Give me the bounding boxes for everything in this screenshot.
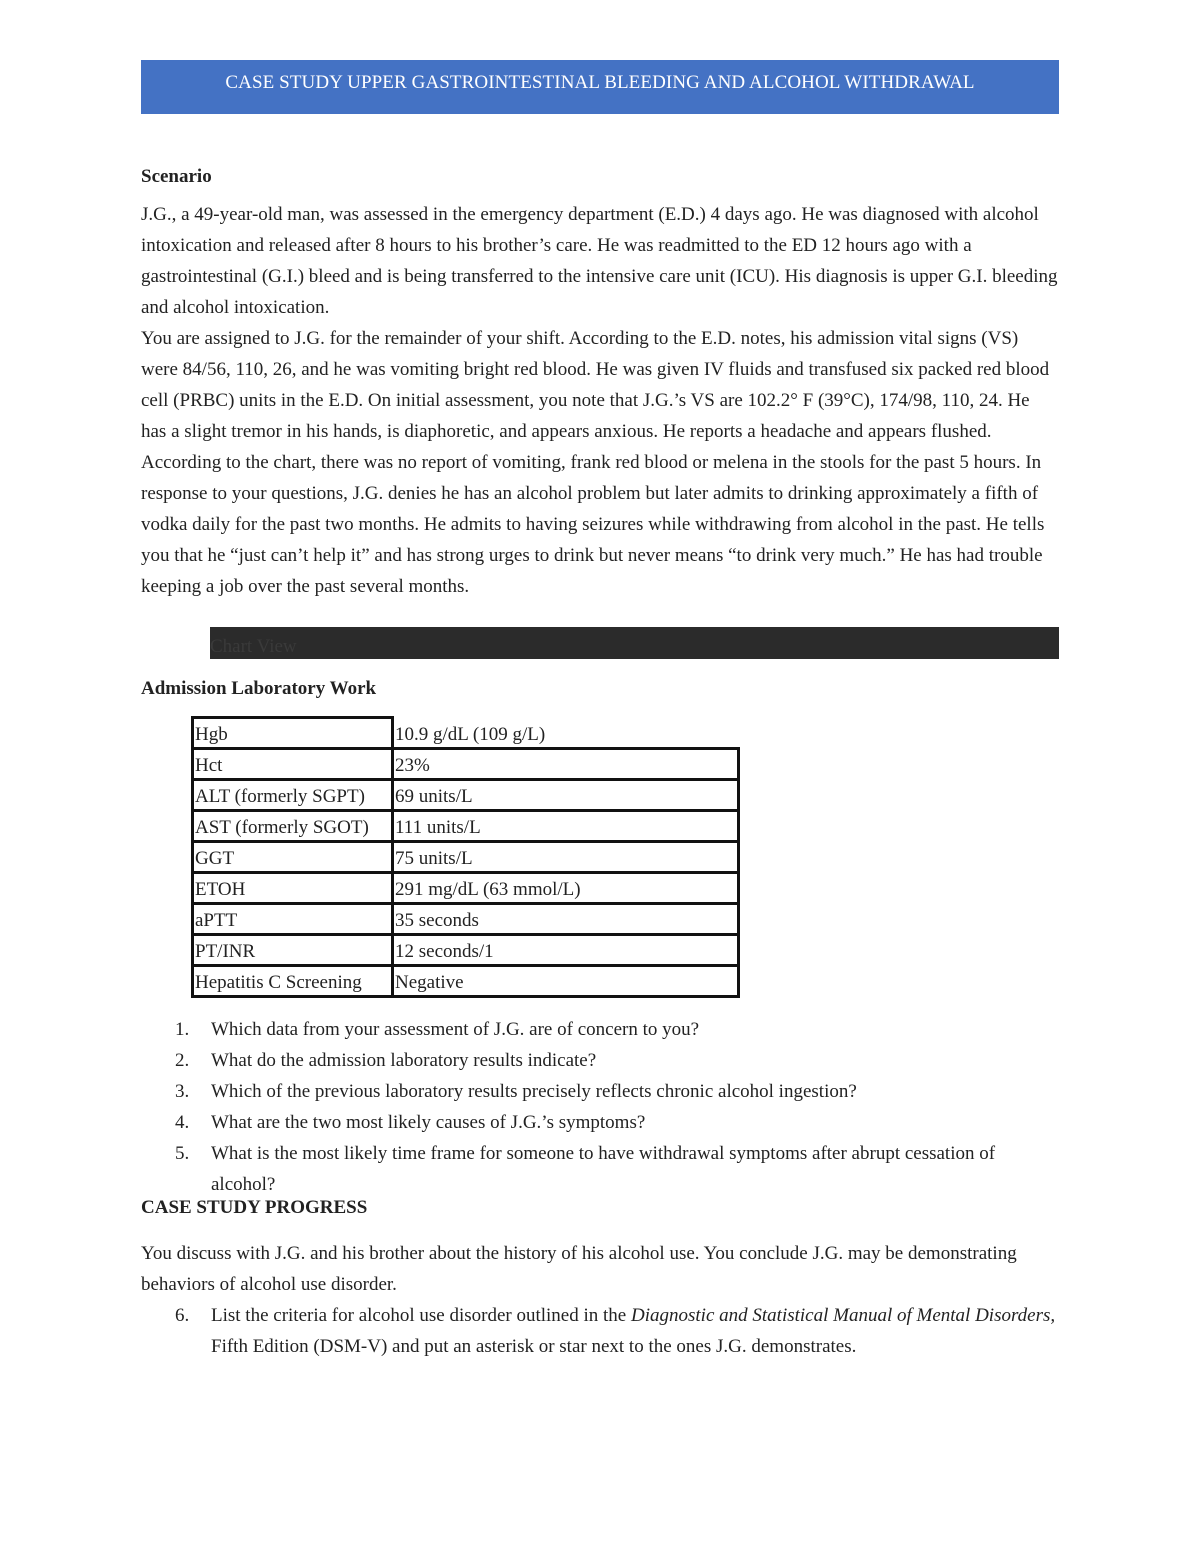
chart-view-label: Chart View xyxy=(210,636,297,657)
lab-value: 23% xyxy=(393,749,739,780)
question-number: 5. xyxy=(175,1143,190,1164)
question-text: Which of the previous laboratory results precisely reflects chronic alcohol ingestion? xyxy=(211,1081,857,1102)
list-item xyxy=(141,1076,1059,1107)
question-text-before: List the criteria for alcohol use disorder outlined in the xyxy=(211,1305,631,1326)
scenario-heading: Scenario xyxy=(141,166,212,187)
scenario-paragraph-2: You are assigned to J.G. for the remainder of your shift. According to the E.D. notes, his admission vital signs (VS) were 84/56, 110, 26, and he was vomiting bright red blood. He was given IV fluids and transfused six packed red blood cell (PRBC) units in the E.D. On initial assessment, you note that J.G.’s VS are 102.2° F (39°C), 174/98, 110, 24. He has a slight tremor in his hands, is diaphoretic, and appears anxious. He reports a headache and appears flushed. According to the chart, there was no report of vomiting, frank red blood or melena in the stools for the past 5 hours. In response to your questions, J.G. denies he has an alcohol problem but later admits to drinking approximately a fifth of vodka daily for the past two months. He admits to having seizures while withdrawing from alcohol in the past. He tells you that he “just can’t help it” and has strong urges to drink but never means “to drink very much.” He has had trouble keeping a job over the past several months. xyxy=(141,328,1050,597)
lab-name: aPTT xyxy=(193,904,393,935)
title-banner xyxy=(141,60,1059,114)
progress-heading: CASE STUDY PROGRESS xyxy=(141,1197,368,1218)
question-text: What do the admission laboratory results indicate? xyxy=(211,1050,597,1071)
question-number: 6. xyxy=(175,1305,190,1326)
lab-value: 35 seconds xyxy=(393,904,739,935)
lab-name: Hepatitis C Screening xyxy=(193,966,393,997)
list-item xyxy=(141,1107,1059,1138)
lab-value: 10.9 g/dL (109 g/L) xyxy=(393,718,739,749)
question-number: 4. xyxy=(175,1112,190,1133)
table-row xyxy=(193,935,739,966)
lab-value: 12 seconds/1 xyxy=(393,935,739,966)
table-row xyxy=(193,749,739,780)
scenario-paragraph-1: J.G., a 49-year-old man, was assessed in the emergency department (E.D.) 4 days ago. He was diagnosed with alcohol intoxication and released after 8 hours to his brother’s care. He was readmitted to the ED 12 hours ago with a gastrointestinal (G.I.) bleed and is being transferred to the intensive care unit (ICU). His diagnosis is upper G.I. bleeding and alcohol intoxication. xyxy=(141,204,1058,318)
table-row xyxy=(193,966,739,997)
lab-name: ALT (formerly SGPT) xyxy=(193,780,393,811)
question-text: What is the most likely time frame for someone to have withdrawal symptoms after abrupt cessation of alcohol? xyxy=(211,1143,996,1195)
lab-value: 69 units/L xyxy=(393,780,739,811)
lab-name: Hgb xyxy=(193,718,393,749)
lab-name: Hct xyxy=(193,749,393,780)
list-item xyxy=(141,1045,1059,1076)
question-list xyxy=(141,1014,1059,1200)
lab-name: ETOH xyxy=(193,873,393,904)
lab-name: PT/INR xyxy=(193,935,393,966)
table-row xyxy=(193,718,739,749)
scenario-text xyxy=(141,199,1059,602)
progress-text xyxy=(141,1238,1059,1300)
question-text: Which data from your assessment of J.G. are of concern to you? xyxy=(211,1019,700,1040)
progress-paragraph: You discuss with J.G. and his brother about the history of his alcohol use. You conclude J.G. may be demonstrating behaviors of alcohol use disorder. xyxy=(141,1243,1017,1295)
chart-view-bar[interactable] xyxy=(210,627,1059,659)
list-item xyxy=(141,1138,1059,1200)
list-item xyxy=(141,1014,1059,1045)
question-text-after: Fifth Edition (DSM-V) and put an asterisk or star next to the ones J.G. demonstrates. xyxy=(211,1336,857,1357)
lab-name: GGT xyxy=(193,842,393,873)
question-number: 2. xyxy=(175,1050,190,1071)
table-row xyxy=(193,873,739,904)
list-item xyxy=(141,1300,1059,1362)
question-number: 1. xyxy=(175,1019,190,1040)
lab-value: Negative xyxy=(393,966,739,997)
table-row xyxy=(193,842,739,873)
lab-value: 291 mg/dL (63 mmol/L) xyxy=(393,873,739,904)
document-title: CASE STUDY UPPER GASTROINTESTINAL BLEEDING AND ALCOHOL WITHDRAWAL xyxy=(225,72,975,93)
lab-name: AST (formerly SGOT) xyxy=(193,811,393,842)
lab-value: 111 units/L xyxy=(393,811,739,842)
lab-value: 75 units/L xyxy=(393,842,739,873)
table-row xyxy=(193,780,739,811)
table-row xyxy=(193,904,739,935)
question-text: What are the two most likely causes of J.G.’s symptoms? xyxy=(211,1112,646,1133)
lab-results-table xyxy=(191,716,740,998)
table-row xyxy=(193,811,739,842)
manual-title: Diagnostic and Statistical Manual of Mental Disorders, xyxy=(631,1305,1056,1326)
labs-heading: Admission Laboratory Work xyxy=(141,678,377,699)
question-number: 3. xyxy=(175,1081,190,1102)
question-list-2 xyxy=(141,1300,1059,1362)
